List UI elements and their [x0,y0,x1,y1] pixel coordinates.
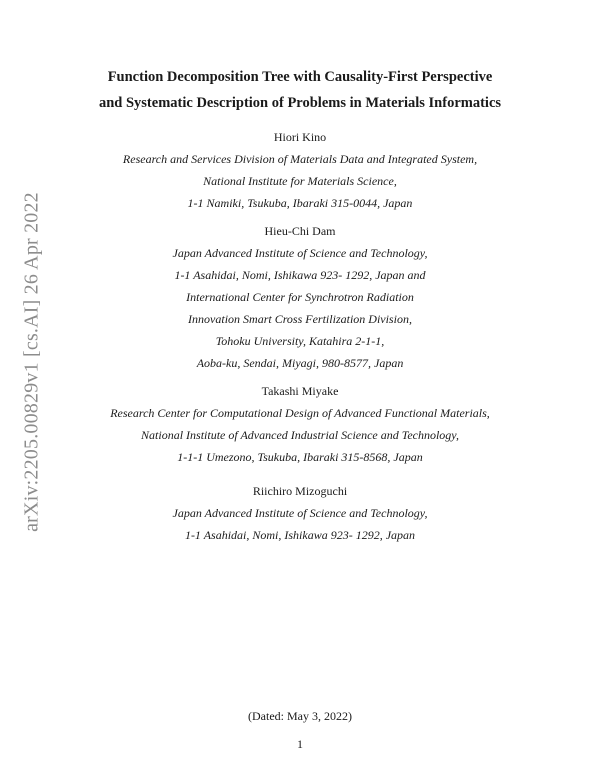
dated-line: (Dated: May 3, 2022) [248,709,352,723]
author-name: Takashi Miyake [261,384,339,398]
author-block-miyake [0,380,600,468]
author-name: Hieu-Chi Dam [264,224,336,238]
author-name: Riichiro Mizoguchi [252,484,348,498]
affiliation-line: National Institute of Advanced Industrial Science and Technology, [141,428,459,442]
affiliation-line: Tohoku University, Katahira 2-1-1, [215,334,385,348]
affiliation-line: Research Center for Computational Design of Advanced Functional Materials, [110,406,490,420]
author-block-kino [0,126,600,214]
affiliation-line: 1-1 Namiki, Tsukuba, Ibaraki 315-0044, Japan [187,196,413,210]
affiliation-line: 1-1-1 Umezono, Tsukuba, Ibaraki 315-8568, Japan [177,450,423,464]
author-block-dam [0,220,600,374]
paper-title-line-1: Function Decomposition Tree with Causality-First Perspective [107,69,493,85]
affiliation-line: Japan Advanced Institute of Science and Technology, [172,506,428,520]
affiliation-line: Research and Services Division of Materials Data and Integrated System, [122,152,478,166]
affiliation-line: National Institute for Materials Science, [203,174,397,188]
author-block-mizoguchi [0,480,600,546]
arxiv-identifier-text: arXiv:2205.00829v1 [cs.AI] 26 Apr 2022 [20,192,43,532]
paper-title [0,64,600,116]
affiliation-line: Aoba-ku, Sendai, Miyagi, 980-8577, Japan [196,356,404,370]
affiliation-line: 1-1 Asahidai, Nomi, Ishikawa 923- 1292, Japan and [174,268,426,282]
affiliation-line: Innovation Smart Cross Fertilization Division, [188,312,412,326]
affiliation-line: International Center for Synchrotron Radiation [186,290,414,304]
page-number: 1 [297,737,303,751]
affiliation-line: 1-1 Asahidai, Nomi, Ishikawa 923- 1292, Japan [184,528,416,542]
author-name: Hiori Kino [273,130,327,144]
paper-title-line-2: and Systematic Description of Problems in Materials Informatics [98,95,502,111]
affiliation-line: Japan Advanced Institute of Science and Technology, [172,246,428,260]
